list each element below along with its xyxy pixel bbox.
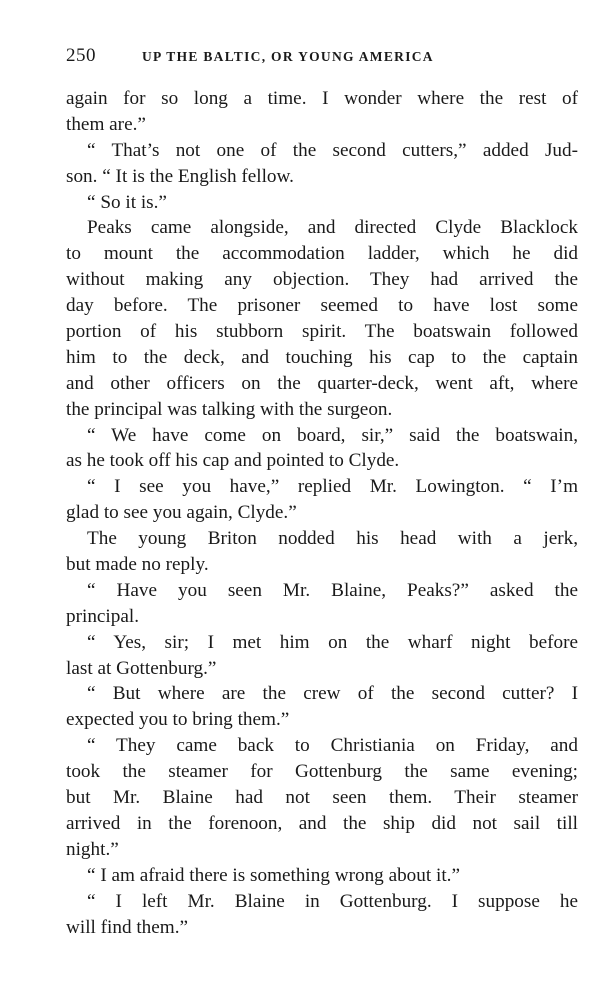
text-line: took the steamer for Gottenburg the same evening;	[66, 761, 578, 783]
text-line: “ We have come on board, sir,” said the boatswain,	[87, 424, 578, 446]
text-line: “ Have you seen Mr. Blaine, Peaks?” asked the	[87, 579, 578, 601]
text-line: Peaks came alongside, and directed Clyde Blacklock	[87, 217, 578, 239]
text-line: “ I am afraid there is something wrong about it.”	[87, 864, 460, 886]
text-line: portion of his stubborn spirit. The boatswain followed	[66, 321, 578, 343]
text-line: glad to see you again, Clyde.”	[66, 502, 297, 524]
text-line: but made no reply.	[66, 554, 209, 576]
text-line: them are.”	[66, 113, 146, 135]
text-line: “ I left Mr. Blaine in Gottenburg. I suppose he	[87, 890, 578, 912]
text-line: night.”	[66, 838, 119, 860]
text-line: expected you to bring them.”	[66, 709, 290, 731]
text-line: day before. The prisoner seemed to have lost some	[66, 295, 578, 317]
text-line: “ So it is.”	[87, 191, 167, 213]
text-line: and other officers on the quarter-deck, went aft, where	[66, 372, 578, 394]
text-line: the principal was talking with the surgeon.	[66, 398, 393, 420]
text-line: to mount the accommodation ladder, which he did	[66, 243, 578, 265]
text-line: will find them.”	[66, 916, 189, 938]
body-text	[66, 86, 578, 940]
page-header	[66, 45, 578, 69]
text-line: son. “ It is the English fellow.	[66, 165, 294, 187]
text-line: again for so long a time. I wonder where the rest of	[66, 88, 578, 109]
text-line: The young Briton nodded his head with a jerk,	[87, 528, 578, 550]
running-head: UP THE BALTIC, OR YOUNG AMERICA	[142, 49, 434, 64]
text-line: “ They came back to Christiania on Friday, and	[87, 735, 578, 757]
text-line: “ I see you have,” replied Mr. Lowington. “ I’m	[87, 476, 578, 498]
text-line: “ That’s not one of the second cutters,” added Jud-	[87, 139, 578, 161]
text-line: him to the deck, and touching his cap to the captain	[66, 346, 578, 368]
text-line: last at Gottenburg.”	[66, 657, 217, 679]
text-line: as he took off his cap and pointed to Clyde.	[66, 450, 400, 472]
text-line: principal.	[66, 605, 139, 627]
text-line: but Mr. Blaine had not seen them. Their steamer	[66, 787, 578, 809]
text-line: arrived in the forenoon, and the ship did not sail till	[66, 812, 578, 834]
page-number: 250	[66, 45, 96, 66]
text-line: “ Yes, sir; I met him on the wharf night before	[87, 631, 578, 653]
text-line: without making any objection. They had arrived the	[66, 269, 578, 291]
text-line: “ But where are the crew of the second cutter? I	[87, 683, 578, 705]
